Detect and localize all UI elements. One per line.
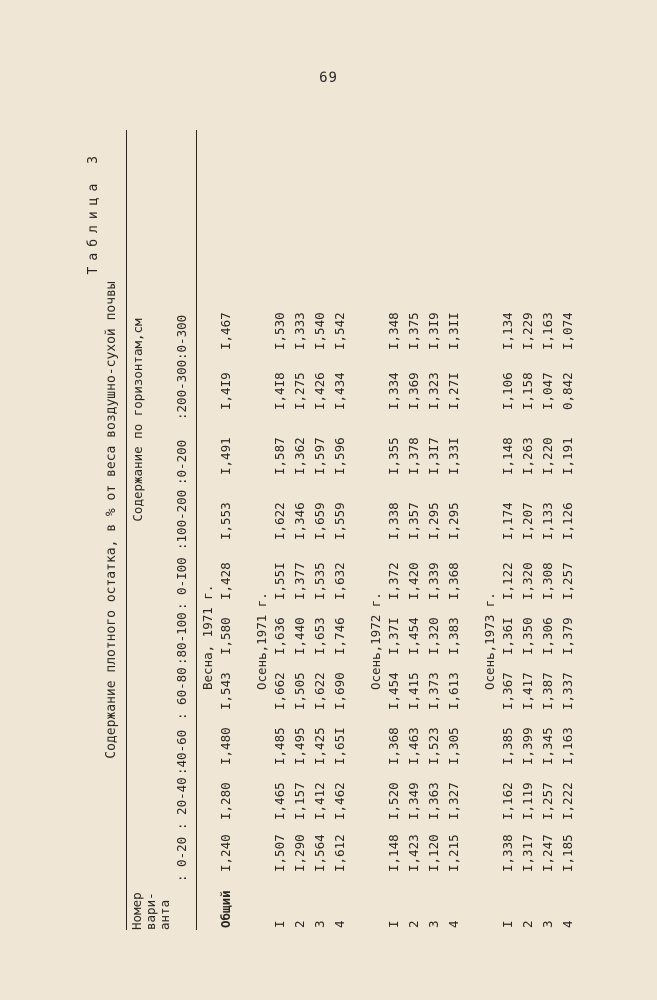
table-row — [426, 130, 446, 930]
row-label: 2 — [406, 920, 421, 928]
row-label: I — [386, 920, 401, 928]
row-label: 4 — [560, 920, 575, 928]
table-cell: I,345 — [540, 727, 555, 765]
table-cell: I,320 — [520, 562, 535, 600]
table-cell: I,440 — [292, 617, 307, 655]
season-label: Весна, 1971 г. — [200, 584, 215, 690]
table-cell: I,163 — [560, 727, 575, 765]
header-bottom-rule — [196, 130, 197, 930]
table-cell: I,540 — [312, 312, 327, 350]
table-cell: I,308 — [540, 562, 555, 600]
table-cell: I,465 — [272, 782, 287, 820]
column-header: : 0-20 — [174, 836, 189, 882]
table-cell: I,247 — [540, 834, 555, 872]
table-cell: I,372 — [386, 562, 401, 600]
table-cell: I,349 — [406, 782, 421, 820]
table-cell: I,120 — [426, 834, 441, 872]
column-header: :0-200 — [174, 439, 189, 485]
table-cell: I,126 — [560, 502, 575, 540]
table-cell: I,425 — [312, 727, 327, 765]
table-cell: I,485 — [272, 727, 287, 765]
table-cell: I,338 — [500, 834, 515, 872]
row-label: 2 — [292, 920, 307, 928]
table-cell: I,454 — [406, 617, 421, 655]
column-header: :100-200 — [174, 489, 189, 550]
row-label: I — [500, 920, 515, 928]
table-label: Таблица 3 — [86, 150, 101, 275]
table-cell: I,207 — [520, 502, 535, 540]
table-cell: I,653 — [312, 617, 327, 655]
table-cell: I,746 — [332, 617, 347, 655]
row-label: 2 — [520, 920, 535, 928]
table-cell: I,543 — [218, 672, 233, 710]
table-cell: I,339 — [426, 562, 441, 600]
table-cell: I,122 — [500, 562, 515, 600]
column-header: :40-60 — [174, 729, 189, 775]
table-cell: I,27I — [446, 372, 461, 410]
table-cell: I,305 — [446, 727, 461, 765]
table-row — [500, 130, 520, 930]
column-header: : 0-I00 — [174, 557, 189, 610]
table-cell: I,350 — [520, 617, 535, 655]
column-header: :80-100 — [174, 612, 189, 665]
table-cell: I,320 — [426, 617, 441, 655]
table-cell: I,134 — [500, 312, 515, 350]
table-cell: I,412 — [312, 782, 327, 820]
table-cell: I,462 — [332, 782, 347, 820]
table-cell: I,162 — [500, 782, 515, 820]
table-cell: I,346 — [292, 502, 307, 540]
rotated-table — [86, 110, 575, 930]
table-cell: I,3I7 — [426, 437, 441, 475]
table-cell: I,280 — [218, 782, 233, 820]
table-cell: I,659 — [312, 502, 327, 540]
row-label: Общий — [218, 890, 233, 928]
table-cell: I,4I9 — [218, 372, 233, 410]
table-cell: I,222 — [560, 782, 575, 820]
table-cell: I,383 — [446, 617, 461, 655]
table-cell: I,480 — [218, 727, 233, 765]
table-cell: I,368 — [386, 727, 401, 765]
table-cell: I,37I — [386, 617, 401, 655]
table-row — [272, 130, 292, 930]
column-header: : 60-80 — [174, 667, 189, 720]
table-cell: I,327 — [446, 782, 461, 820]
table-cell: I,229 — [520, 312, 535, 350]
table-cell: I,4I8 — [272, 372, 287, 410]
table-cell: I,636 — [272, 617, 287, 655]
table-cell: I,295 — [446, 502, 461, 540]
table-cell: I,174 — [500, 502, 515, 540]
table-cell: 0,842 — [560, 372, 575, 410]
table-cell: I,587 — [272, 437, 287, 475]
season-label: Осень,1973 г. — [482, 592, 497, 690]
table-cell: I,133 — [540, 502, 555, 540]
header-top-rule — [126, 130, 127, 930]
table-cell: I,306 — [540, 617, 555, 655]
table-cell: I,240 — [218, 834, 233, 872]
table-cell: I,362 — [292, 437, 307, 475]
table-cell: I,632 — [332, 562, 347, 600]
table-cell: I,275 — [292, 372, 307, 410]
column-header: : 20-40 — [174, 777, 189, 830]
table-cell: I,423 — [406, 834, 421, 872]
table-cell: I,530 — [272, 312, 287, 350]
table-cell: I,690 — [332, 672, 347, 710]
table-row — [520, 130, 540, 930]
table-cell: I,399 — [520, 727, 535, 765]
variant-header: Номер вари- анта — [129, 892, 172, 930]
table-cell: I,463 — [406, 727, 421, 765]
table-cell: I,564 — [312, 834, 327, 872]
table-cell: I,368 — [446, 562, 461, 600]
table-cell: I,323 — [426, 372, 441, 410]
table-cell: I,333 — [292, 312, 307, 350]
row-label: 3 — [426, 920, 441, 928]
horizon-group-header: Содержание по горизонтам,см — [130, 318, 145, 522]
table-cell: I,596 — [332, 437, 347, 475]
table-caption: Содержание плотного остатка, в % от веса воздушно-сухой почвы — [104, 281, 119, 759]
table-cell: I,454 — [386, 672, 401, 710]
table-cell: I,191 — [560, 437, 575, 475]
table-cell: I,415 — [406, 672, 421, 710]
table-cell: I,428 — [218, 562, 233, 600]
table-cell: I,148 — [386, 834, 401, 872]
table-cell: I,420 — [406, 562, 421, 600]
table-cell: I,379 — [560, 617, 575, 655]
table-cell: I,467 — [218, 312, 233, 350]
table-cell: I,257 — [540, 782, 555, 820]
table-cell: I,263 — [520, 437, 535, 475]
table-row — [312, 130, 332, 930]
season-label: Осень,1971 г. — [254, 592, 269, 690]
table-row — [218, 130, 238, 930]
table-cell: I,157 — [292, 782, 307, 820]
table-cell: I,662 — [272, 672, 287, 710]
table-cell: I,613 — [446, 672, 461, 710]
table-cell: I,295 — [426, 502, 441, 540]
table-cell: I,338 — [386, 502, 401, 540]
table-cell: I,367 — [500, 672, 515, 710]
table-cell: I,348 — [386, 312, 401, 350]
table-cell: I,495 — [292, 727, 307, 765]
table-cell: I,373 — [426, 672, 441, 710]
table-cell: I,417 — [520, 672, 535, 710]
table-row — [406, 130, 426, 930]
table-cell: I,290 — [292, 834, 307, 872]
table-cell: I,185 — [560, 834, 575, 872]
row-label: 4 — [332, 920, 347, 928]
table-cell: I,106 — [500, 372, 515, 410]
row-label: 3 — [312, 920, 327, 928]
column-header: :0-300 — [174, 314, 189, 360]
table-cell: I,334 — [386, 372, 401, 410]
table-cell: I,597 — [312, 437, 327, 475]
table-cell: I,33I — [446, 437, 461, 475]
table-cell: I,505 — [292, 672, 307, 710]
table-cell: I,074 — [560, 312, 575, 350]
table-cell: I,36I — [500, 617, 515, 655]
table-cell: I,3I9 — [426, 312, 441, 350]
table-cell: I,65I — [332, 727, 347, 765]
table-cell: I,55I — [272, 562, 287, 600]
table-row — [560, 130, 580, 930]
table-cell: I,622 — [272, 502, 287, 540]
table-cell: I,553 — [218, 502, 233, 540]
table-cell: I,047 — [540, 372, 555, 410]
table-cell: I,520 — [386, 782, 401, 820]
table-cell: I,559 — [332, 502, 347, 540]
table-cell: I,317 — [520, 834, 535, 872]
table-cell: I,375 — [406, 312, 421, 350]
table-cell: I,434 — [332, 372, 347, 410]
table-cell: I,363 — [426, 782, 441, 820]
table-cell: I,385 — [500, 727, 515, 765]
table-cell: I,535 — [312, 562, 327, 600]
table-cell: I,507 — [272, 834, 287, 872]
row-label: 3 — [540, 920, 555, 928]
table-cell: I,257 — [560, 562, 575, 600]
table-cell: I,622 — [312, 672, 327, 710]
page-number: 69 — [319, 70, 338, 86]
table-cell: I,378 — [406, 437, 421, 475]
table-row — [386, 130, 406, 930]
table-cell: I,426 — [312, 372, 327, 410]
column-header: :200-300 — [174, 359, 189, 420]
table-cell: I,3II — [446, 312, 461, 350]
table-row — [292, 130, 312, 930]
row-label: I — [272, 920, 287, 928]
table-cell: I,523 — [426, 727, 441, 765]
table-row — [540, 130, 560, 930]
table-cell: I,369 — [406, 372, 421, 410]
table-cell: I,580 — [218, 617, 233, 655]
table-row — [446, 130, 466, 930]
table-cell: I,377 — [292, 562, 307, 600]
row-label: 4 — [446, 920, 461, 928]
season-label: Осень,1972 г. — [368, 592, 383, 690]
table-cell: I,158 — [520, 372, 535, 410]
table-cell: I,148 — [500, 437, 515, 475]
table-cell: I,387 — [540, 672, 555, 710]
table-cell: I,542 — [332, 312, 347, 350]
table-cell: I,355 — [386, 437, 401, 475]
table-cell: I,612 — [332, 834, 347, 872]
table-cell: I,220 — [540, 437, 555, 475]
table-cell: I,163 — [540, 312, 555, 350]
table-cell: I,491 — [218, 437, 233, 475]
table-cell: I,215 — [446, 834, 461, 872]
table-cell: I,119 — [520, 782, 535, 820]
table-row — [332, 130, 352, 930]
table-cell: I,337 — [560, 672, 575, 710]
table-cell: I,357 — [406, 502, 421, 540]
